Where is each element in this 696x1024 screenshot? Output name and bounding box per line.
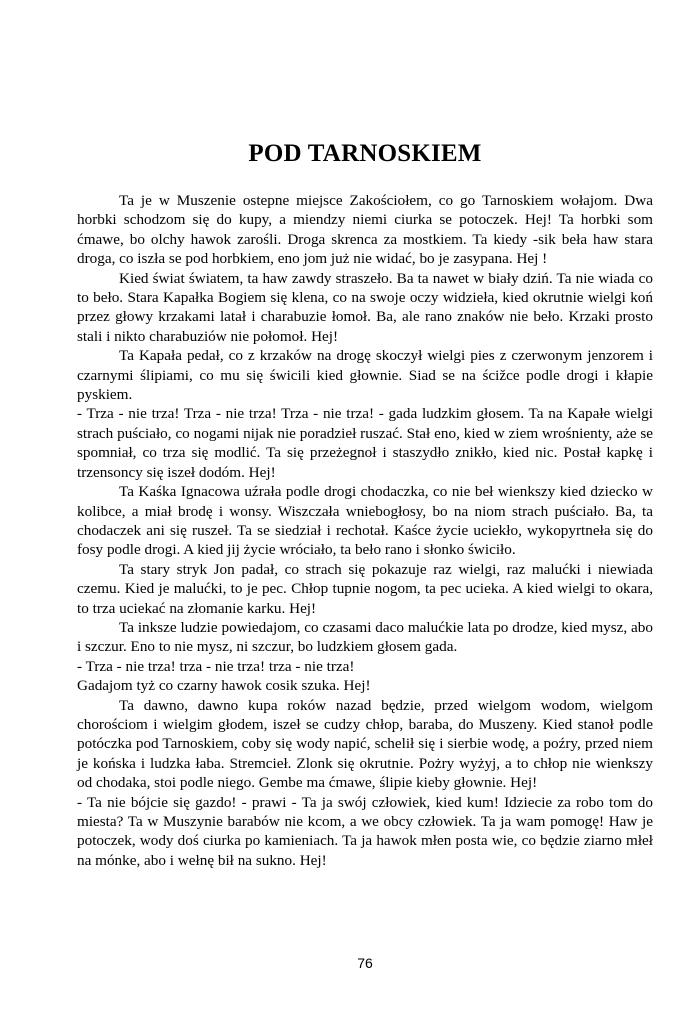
dialogue-paragraph: - Trza - nie trza! Trza - nie trza! Trza - nie trza! - gada ludzkim głosem. Ta na Kapałe wielgi strach puściało, co nogami nijak nie poradzieł ruszać. Stał eno, kied w ziem wrośnienty, aże se spomniał, co trza się modlić. Ta się przeżegnoł i staszydło znikło, kied nic. Postał kapkę i trzensoncy się iszeł dodóm. Hej! [77,405,653,481]
paragraph: Ta inksze ludzie powiedajom, co czasami daco malućkie lata po drodze, kied mysz, abo i szczur. Eno to nie mysz, ni szczur, bo ludzkiem głosem gada. [77,618,653,656]
dialogue-paragraph: - Trza - nie trza! trza - nie trza! trza - nie trza! [77,657,355,675]
page-title: POD TARNOSKIEM [248,140,482,167]
paragraph: Kied świat światem, ta haw zawdy straszeło. Ba ta nawet w biały dziń. Ta nie wiada co to beło. Stara Kapałka Bogiem się klena, co na swoje oczy widzieła, kied okrutnie wielgi koń przez głowy krzakami latał i charabuzie łomoł. Ba, ale rano znaków nie beło. Krzaki prosto stali i nikto charabuziów nie połomoł. Hej! [77,269,653,345]
document-page [77,0,653,1024]
paragraph: Ta Kaśka Ignacowa uźrała podle drogi chodaczka, co nie beł wienkszy kied dziecko w kolibce, a miał brodę i wonsy. Wiszczała wniebogłosy, bo na niom strach puściało. Ba, ta chodaczek ani się ruszeł. Ta se siedział i rechotał. Kaśce życie uciekło, wykopyrtneła się do fosy podle drogi. A kied jij życie wróciało, ta beło rano i słonko świciło. [77,483,653,559]
paragraph: Ta Kapała pedał, co z krzaków na drogę skoczył wielgi pies z czerwonym jenzorem i czarnymi ślipiami, co mu się świcili kied głownie. Siad se na ścižce podle drogi i kłapie pyskiem. [77,347,653,404]
paragraph: Gadajom tyż co czarny hawok cosik szuka. Hej! [77,677,371,695]
page-number: 76 [357,955,373,971]
paragraph: Ta stary stryk Jon padał, co strach się pokazuje raz wielgi, raz malućki i niewiada czemu. Kied je malućki, to je pec. Chłop tupnie nogom, ta pec ucieka. A kied wielgi to okara, to trza uciekać na złomanie karku. Hej! [77,560,653,617]
paragraph: Ta dawno, dawno kupa roków nazad będzie, przed wielgom wodom, wielgom chorościom i wielgim głodem, iszeł se cudzy chłop, baraba, do Muszeny. Kied stanoł podle potóczka pod Tarnoskiem, coby się wody napić, schelił się i sierbie wodę, a poźry, przed niem je końska i ludzka łaba. Stremcieł. Zlonk się okrutnie. Pożry wyżyj, a to chłop nie wienkszy od chodaka, stoi podle niego. Gembe ma ćmawe, ślipie kieby głownie. Hej! [77,696,653,792]
body-text [77,191,653,870]
paragraph: Ta je w Muszenie ostepne miejsce Zakościołem, co go Tarnoskiem wołajom. Dwa horbki schodzom się do kupy, a miendzy niemi ciurka se potoczek. Hej! Ta horbki som ćmawe, bo olchy hawok zarośli. Droga skrenca za mostkiem. Ta kiedy -sik beła haw stara droga, co iszła se pod horbkiem, eno jom już nie widać, bo je zasypana. Hej ! [77,192,653,268]
dialogue-paragraph: - Ta nie bójcie się gazdo! - prawi - Ta ja swój człowiek, kied kum! Idziecie za robo tom do miesta? Ta w Muszynie barabów nie kcom, a we obcy człowiek. Ta ja wam pomogę! Haw je potoczek, wody doś ciurka po kamieniach. Ta ja hawok młen posta wie, co będzie ziarno młeł na mónke, abo i wełnę bił na sukno. Hej! [77,793,653,869]
